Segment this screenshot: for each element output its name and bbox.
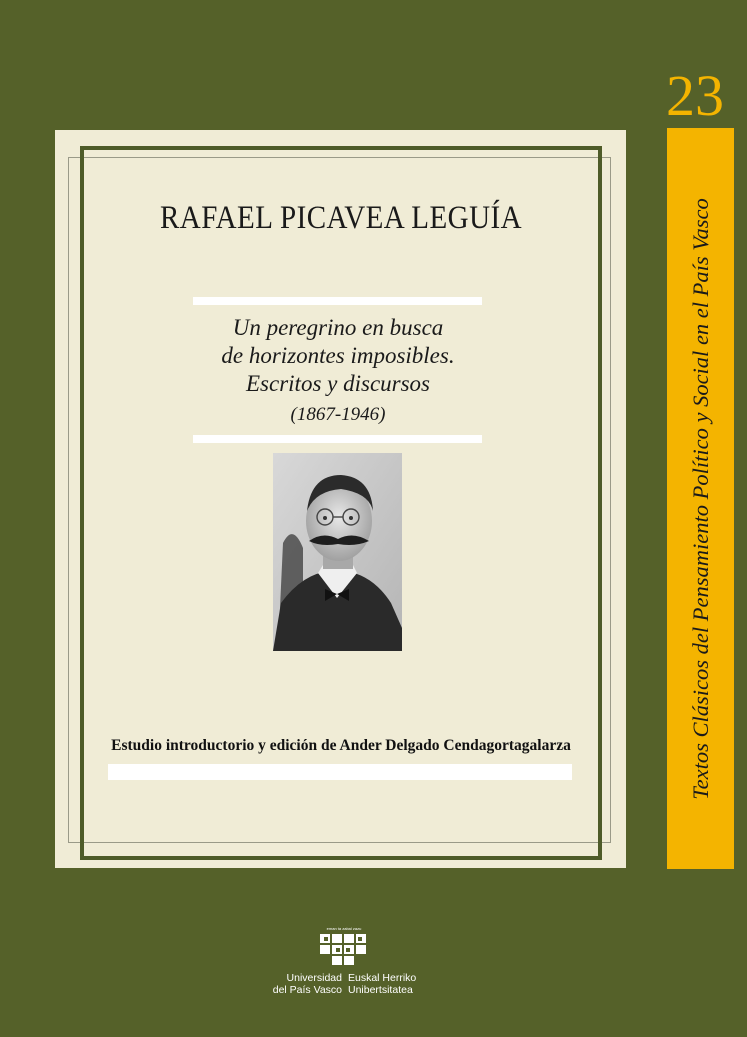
subtitle-line-2: de horizontes imposibles.	[221, 343, 455, 368]
middle-rule	[193, 435, 482, 443]
series-number: 23	[666, 63, 724, 128]
author-name: RAFAEL PICAVEA LEGUÍA	[159, 200, 523, 236]
editor-credit: Estudio introductorio y edición de Ander Delgado Cendagortagalarza	[111, 737, 571, 754]
author-portrait	[273, 453, 402, 651]
publisher-name-eu	[348, 972, 438, 996]
publisher-motto: eman ta zabal zazu	[326, 926, 362, 931]
subtitle-line-3: Escritos y discursos	[246, 371, 430, 396]
book-subtitle	[150, 314, 526, 398]
top-rule	[193, 297, 482, 305]
publisher-name-es-line-2: del País Vasco	[272, 984, 342, 996]
bottom-rule	[108, 764, 572, 780]
portrait-photo	[273, 453, 402, 651]
publisher-name-es	[255, 972, 342, 996]
series-title: Textos Clásicos del Pensamiento Político y Social en el País Vasco	[687, 197, 713, 800]
publisher-name-es-line-1: Universidad	[286, 972, 342, 984]
university-logo-icon	[318, 925, 368, 970]
publisher-name-eu-line-1: Euskal Herriko	[348, 972, 417, 984]
subtitle-line-1: Un peregrino en busca	[232, 315, 444, 340]
publisher-name-eu-line-2: Unibertsitatea	[348, 984, 413, 996]
series-band	[667, 128, 734, 869]
life-dates: (1867-1946)	[290, 404, 386, 425]
